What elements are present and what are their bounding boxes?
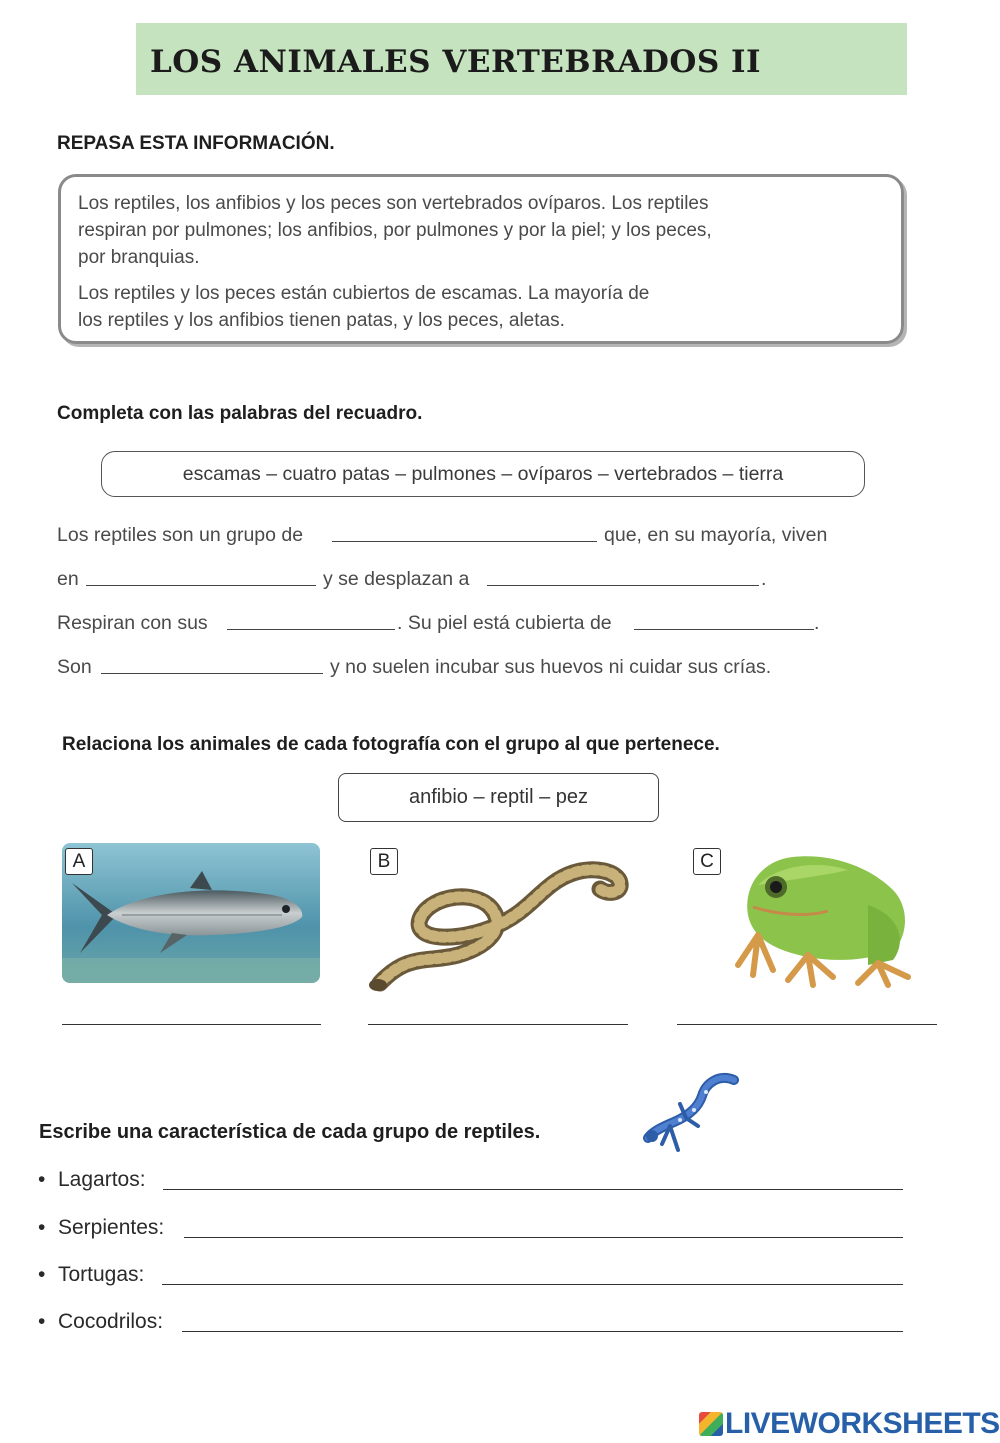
sentence-text: . Su piel está cubierta de [397,612,612,634]
sentence-text: en [57,568,79,590]
answer-line-tortugas[interactable] [162,1284,903,1285]
sentence-text: . [814,612,820,634]
section1-heading: REPASA ESTA INFORMACIÓN. [57,133,335,154]
section4-heading: Escribe una característica de cada grupo de reptiles. [39,1121,541,1143]
photo-label-a: A [65,848,93,875]
reptile-label-lagartos: Lagartos: [58,1168,146,1191]
answer-line-cocodrilos[interactable] [182,1331,903,1332]
brand-text: LIVEWORKSHEETS [725,1407,1000,1440]
bullet-dot: • [38,1310,46,1333]
sentence-text: . [761,568,767,590]
sentence-text: Son [57,656,92,678]
info-line: Los reptiles, los anfibios y los peces son vertebrados ovíparos. Los reptiles [78,193,709,214]
blank-input-3[interactable] [487,585,759,586]
word-bank: escamas – cuatro patas – pulmones – ovíparos – vertebrados – tierra [101,451,865,497]
answer-line-c[interactable] [677,1024,937,1025]
snake-photo [368,843,630,993]
info-line: Los reptiles y los peces están cubiertos de escamas. La mayoría de [78,283,650,304]
sentence-text: y no suelen incubar sus huevos ni cuidar sus crías. [330,656,772,678]
brand-icon [699,1412,723,1436]
info-line: los reptiles y los anfibios tienen patas, y los peces, aletas. [78,310,565,331]
page-title: LOS ANIMALES VERTEBRADOS II [150,44,762,80]
section3-heading: Relaciona los animales de cada fotografía con el grupo al que pertenece. [62,734,720,755]
answer-line-lagartos[interactable] [163,1189,903,1190]
lizard-icon [640,1072,740,1164]
blank-input-2[interactable] [86,585,316,586]
options-box: anfibio – reptil – pez [338,773,659,822]
answer-line-b[interactable] [368,1024,628,1025]
bullet-dot: • [38,1216,46,1239]
blank-input-5[interactable] [634,629,814,630]
section2-heading: Completa con las palabras del recuadro. [57,403,423,424]
liveworksheets-logo [699,1407,1000,1441]
reptile-label-cocodrilos: Cocodrilos: [58,1310,164,1333]
fish-photo [62,843,320,983]
blank-input-1[interactable] [332,541,597,542]
answer-line-serpientes[interactable] [184,1237,903,1238]
bullet-dot: • [38,1263,46,1286]
info-line: respiran por pulmones; los anfibios, por pulmones y por la piel; y los peces, [78,220,712,241]
info-line: por branquias. [78,247,200,268]
photo-label-c: C [693,848,721,875]
reptile-label-tortugas: Tortugas: [58,1263,145,1286]
blank-input-4[interactable] [227,629,395,630]
reptile-label-serpientes: Serpientes: [58,1216,165,1239]
sentence-text: y se desplazan a [323,568,470,590]
blank-input-6[interactable] [101,673,323,674]
photo-label-b: B [370,848,398,875]
bullet-dot: • [38,1168,46,1191]
sentence-text: que, en su mayoría, viven [604,524,828,546]
sentence-text: Los reptiles son un grupo de [57,524,304,546]
sentence-text: Respiran con sus [57,612,208,634]
frog-photo [718,845,913,990]
answer-line-a[interactable] [62,1024,321,1025]
